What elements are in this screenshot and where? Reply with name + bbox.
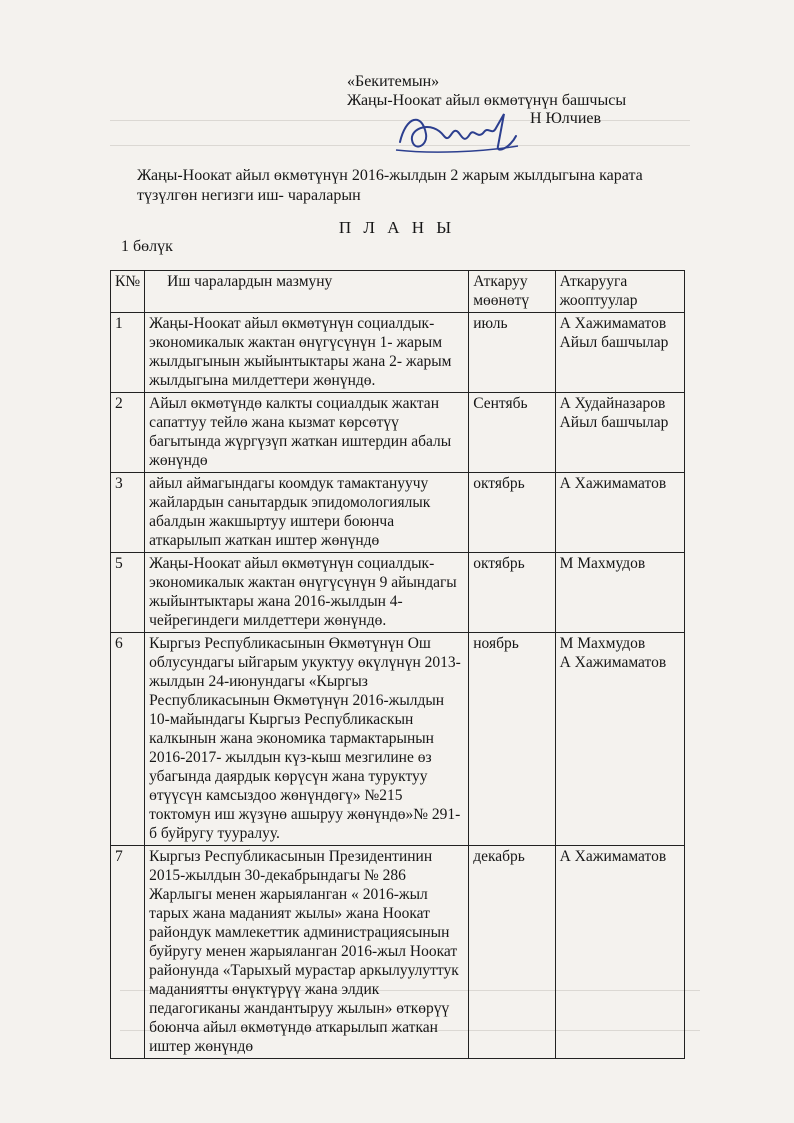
row-term: декабрь bbox=[469, 846, 555, 1059]
responsible-person: А Хажимаматов bbox=[559, 654, 667, 671]
table-header-row bbox=[111, 271, 685, 313]
table-row bbox=[111, 473, 685, 553]
table-row bbox=[111, 846, 685, 1059]
document-title: Жаңы-Ноокат айыл өкмөтүнүн 2016-жылдын 2 жарым жылдыгына карата түзүлгөн негизги иш- чараларын bbox=[137, 167, 643, 204]
responsible-person: А Худайназаров bbox=[559, 395, 666, 412]
plan-heading: П Л А Н Ы bbox=[338, 218, 456, 237]
responsible-person: Айыл башчылар bbox=[559, 334, 669, 351]
signature-icon bbox=[392, 106, 522, 162]
row-responsible bbox=[555, 633, 684, 846]
row-num: 7 bbox=[111, 846, 145, 1059]
responsible-person: М Махмудов bbox=[559, 555, 646, 572]
header-content-label: Иш чаралардын мазмуну bbox=[167, 273, 333, 290]
row-responsible bbox=[555, 846, 684, 1059]
table-row bbox=[111, 313, 685, 393]
row-num: 1 bbox=[111, 313, 145, 393]
responsible-person: Айыл башчылар bbox=[559, 414, 669, 431]
row-term: октябрь bbox=[469, 553, 555, 633]
approval-position: Жаңы-Ноокат айыл өкмөтүнүн башчысы bbox=[347, 92, 627, 109]
row-content: Кыргыз Республикасынын Өкмөтүнүн Ош облусундагы ыйгарым укуктуу өкүлүнүн 2013-жылдын 24-июнундагы «Кыргыз Республикасынын Өкмөтүнүн 2016-жылдын 10-майындагы Кыргыз Республикаскын калкынын жана экономика тармактарынын 2016-2017- жылдын күз-кыш мезгилине өз убагында даярдык көрүсүн жана туруктуу өтүүсүн камсыздоо жөнүндөгү» №215 токтомун иш жүзүнө ашыруу жөнүндө»№ 291-б буйругу тууралуу. bbox=[145, 633, 469, 846]
header-responsible: Аткарууга жооптуулар bbox=[555, 271, 684, 313]
row-content: Жаңы-Ноокат айыл өкмөтүнүн социалдык-экономикалык жактан өнүгүсүнүн 9 айындагы жыйынтыктары жана 2016-жылдын 4- чейрегиндеги милдеттери жөнүндө. bbox=[145, 553, 469, 633]
table-row bbox=[111, 633, 685, 846]
header-term: Аткаруу мөөнөтү bbox=[469, 271, 555, 313]
row-term: ноябрь bbox=[469, 633, 555, 846]
responsible-person: А Хажимаматов bbox=[559, 315, 667, 332]
header-content bbox=[145, 271, 469, 313]
row-responsible bbox=[555, 553, 684, 633]
row-content: айыл аймагындагы коомдук тамактануучу жайлардын санытардык эпидомологиялык абалдын жакшыртуу иштери боюнча аткарылып жаткан иштер жөнүндө bbox=[145, 473, 469, 553]
header-num: К№ bbox=[111, 271, 145, 313]
row-num: 5 bbox=[111, 553, 145, 633]
approval-stamp-label: «Бекитемын» bbox=[347, 73, 440, 90]
row-content: Кыргыз Республикасынын Президентинин 2015-жылдын 30-декабрындагы № 286 Жарлыгы менен жарыяланган « 2016-жыл тарых жана маданият жылы» жана Ноокат райондук мамлекеттик администрациясынын буйругу менен жарыяланган 2016-жыл Ноокат районунда «Тарыхый мурастар аркылуулуттук маданиятты өнүктүрүү жана элдик педагогиканы жандантыруу жылын» өткөрүү боюнча айыл өкмөтүндө аткарылып жаткан иштер жөнүндө bbox=[145, 846, 469, 1059]
table-row bbox=[111, 393, 685, 473]
table-row bbox=[111, 553, 685, 633]
responsible-person: М Махмудов bbox=[559, 635, 646, 652]
row-term: октябрь bbox=[469, 473, 555, 553]
plan-table bbox=[110, 270, 685, 1059]
row-responsible bbox=[555, 473, 684, 553]
row-num: 6 bbox=[111, 633, 145, 846]
row-term: июль bbox=[469, 313, 555, 393]
section-label: 1 бөлүк bbox=[121, 238, 173, 255]
responsible-person: А Хажимаматов bbox=[559, 848, 667, 865]
row-num: 3 bbox=[111, 473, 145, 553]
row-responsible bbox=[555, 393, 684, 473]
row-num: 2 bbox=[111, 393, 145, 473]
row-content: Айыл өкмөтүндө калкты социалдык жактан сапаттуу тейлө жана кызмат көрсөтүү багытында жүргүзүп жаткан иштердин абалы жөнүндө bbox=[145, 393, 469, 473]
row-content: Жаңы-Ноокат айыл өкмөтүнүн социалдык-экономикалык жактан өнүгүсүнүн 1- жарым жылдыгынын жыйынтыктары жана 2- жарым жылдыгына милдеттери жөнүндө. bbox=[145, 313, 469, 393]
responsible-person: А Хажимаматов bbox=[559, 475, 667, 492]
approval-name: Н Юлчиев bbox=[530, 110, 602, 127]
row-term: Сентябь bbox=[469, 393, 555, 473]
row-responsible bbox=[555, 313, 684, 393]
